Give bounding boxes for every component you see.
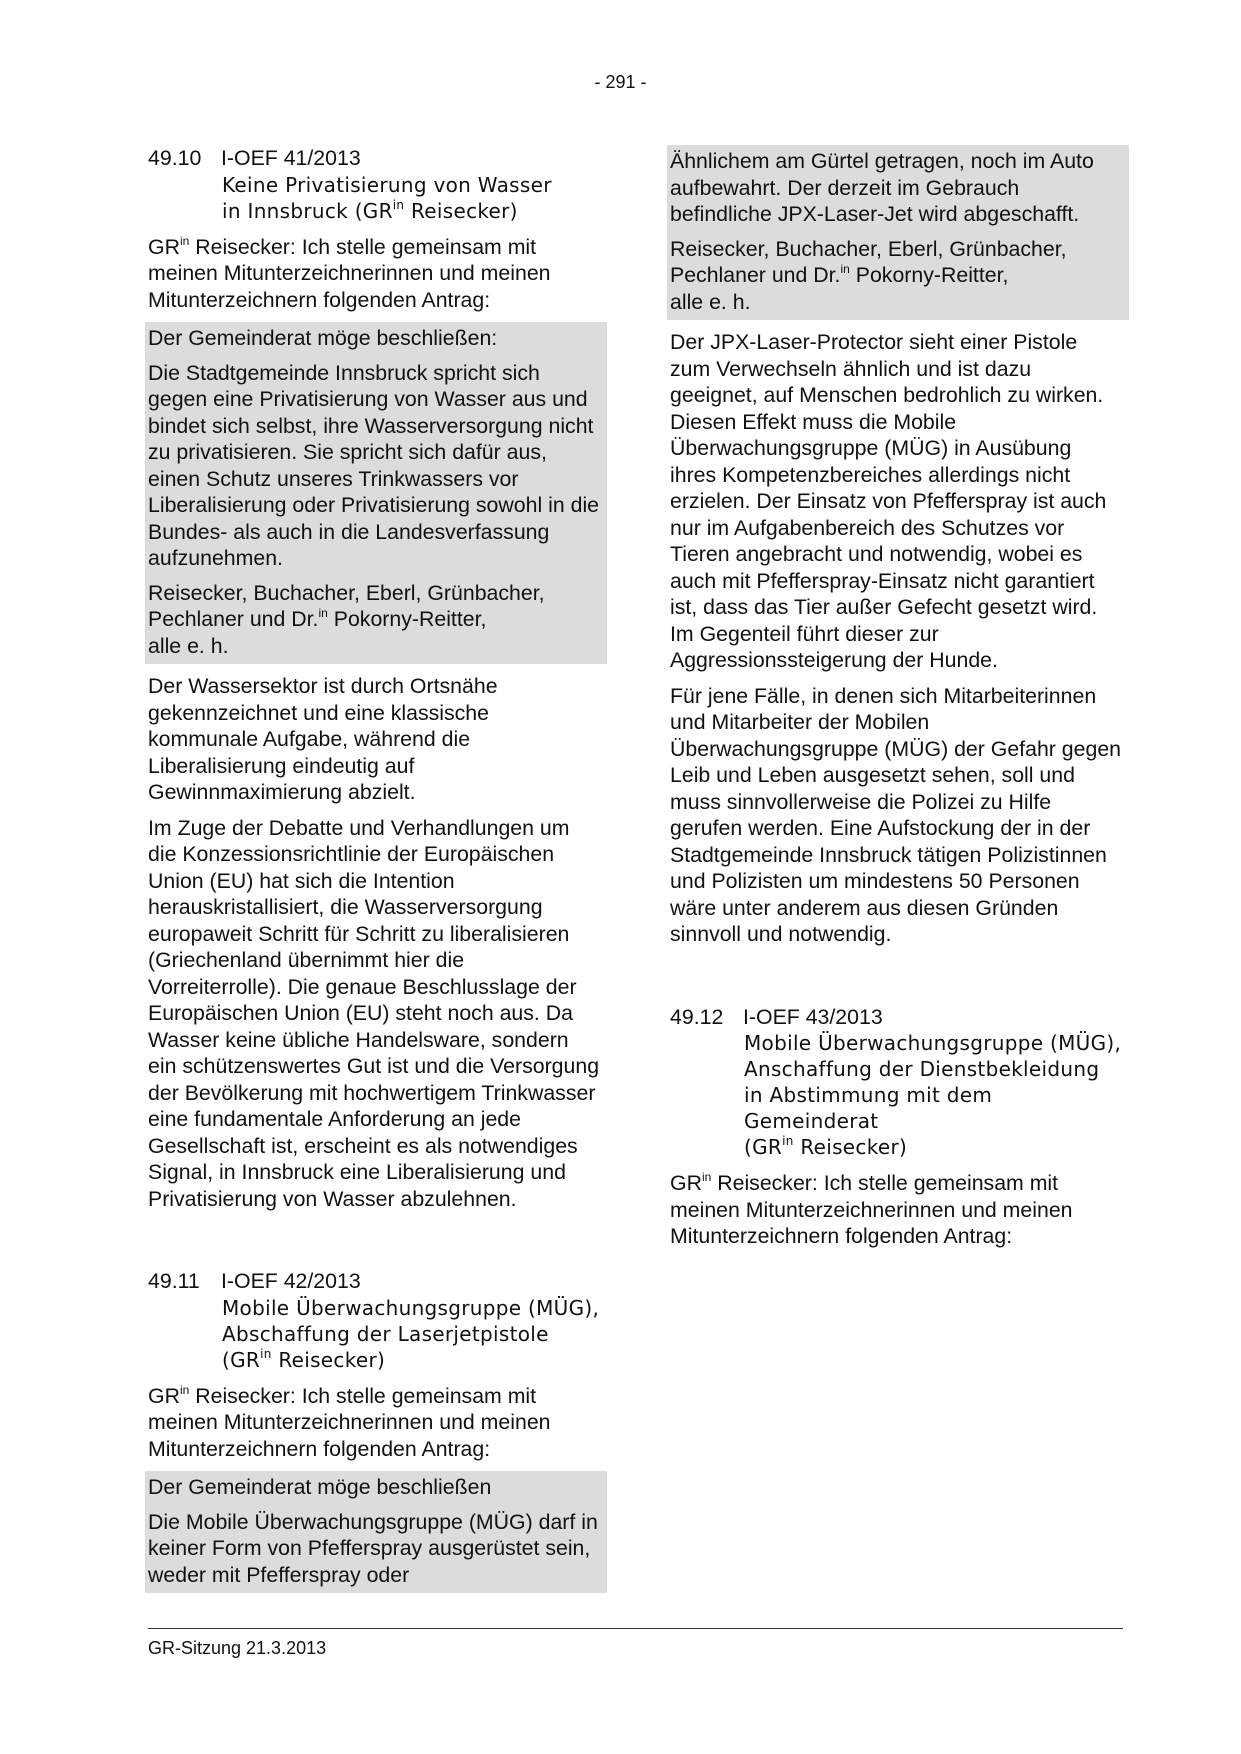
motion-intro: $GR^{in}$ Reisecker: Ich stelle gemeinsam mit meinen Mitunterzeichnerinnen und meinen Mitunterzeichnern folgenden Antrag: [670, 1170, 1073, 1248]
signers: Reisecker, Buchacher, Eberl, Grünbacher, Pechlaner und Dr.$^{in}$ Pokorny-Reitter, alle e. h. [148, 580, 545, 658]
section-heading [670, 1004, 1122, 1031]
section-heading [148, 145, 600, 172]
section-reference: I-OEF 41/2013 [221, 146, 361, 170]
motion-heading: Der Gemeinderat möge beschließen: [148, 326, 498, 350]
body-paragraph: Im Zuge der Debatte und Verhandlungen um die Konzessionsrichtlinie der Europäischen Union (EU) hat sich die Intention herauskristallisiert, die Wasserversorgung europaweit Schritt für Schritt zu liberalisieren (Griechenland übernimmt hier die Vorreiterrolle). Die genaue Beschlusslage der Europäischen Union (EU) steht noch aus. Da Wasser keine übliche Handelsware, sondern ein schützenswertes Gut ist und die Versorgung der Bevölkerung mit hochwertigem Trinkwasser eine fundamentale Anforderung an jede Gesellschaft ist, erscheint es als notwendiges Signal, in Innsbruck eine Liberalisierung und Privatisierung von Wasser abzulehnen. [148, 815, 600, 1211]
body-paragraph: Der Wassersektor ist durch Ortsnähe gekennzeichnet und eine klassische kommunale Aufgabe, während die Liberalisierung eindeutig auf Gewinnmaximierung abzielt. [148, 674, 498, 804]
section-reference: I-OEF 42/2013 [221, 1269, 361, 1293]
motion-box [145, 1471, 607, 1593]
motion-intro: $GR^{in}$ Reisecker: Ich stelle gemeinsam mit meinen Mitunterzeichnerinnen und meinen Mitunterzeichnern folgenden Antrag: [148, 233, 551, 312]
motion-box [667, 145, 1129, 320]
signers: Reisecker, Buchacher, Eberl, Grünbacher, Pechlaner und Dr.$^{in}$ Pokorny-Reitter, alle e. h. [670, 236, 1067, 314]
section-reference: I-OEF 43/2013 [743, 1004, 883, 1029]
section-subject: Mobile Überwachungsgruppe (MÜG), Anschaffung der Dienstbekleidung in Abstimmung mit dem Gemeinderat ($GR^{in}$ Reisecker) [744, 1031, 1122, 1159]
motion-text: Ähnlichem am Gürtel getragen, noch im Auto aufbewahrt. Der derzeit im Gebrauch befindliche JPX-Laser-Jet wird abgeschafft. [670, 149, 1094, 226]
motion-heading: Der Gemeinderat möge beschließen [148, 1475, 492, 1499]
section-subject: Keine Privatisierung von Wasser in Innsbruck ($GR^{in}$ Reisecker) [222, 172, 552, 223]
left-column [148, 145, 600, 1602]
body-paragraph: Für jene Fälle, in denen sich Mitarbeiterinnen und Mitarbeiter der Mobilen Überwachungsgruppe (MÜG) der Gefahr gegen Leib und Leben ausgesetzt sehen, soll und muss sinnvollerweise die Polizei zu Hilfe gerufen werden. Eine Aufstockung der in der Stadtgemeinde Innsbruck tätigen Polizistinnen und Polizisten um mindestens 50 Personen wäre unter anderem aus diesen Gründen sinnvoll und notwendig. [670, 683, 1122, 946]
body-paragraph: Der JPX-Laser-Protector sieht einer Pistole zum Verwechseln ähnlich und ist dazu geeignet, auf Menschen bedrohlich zu wirken. Diesen Effekt muss die Mobile Überwachungsgruppe (MÜG) in Ausübung ihres Kompetenzbereiches allerdings nicht erzielen. Der Einsatz von Pfefferspray ist auch nur im Aufgabenbereich des Schutzes vor Tieren angebracht und notwendig, wobei es auch mit Pfefferspray-Einsatz nicht garantiert ist, dass das Tier außer Gefecht gesetzt wird. Im Gegenteil führt dieser zur Aggressionssteigerung der Hunde. [670, 330, 1107, 672]
motion-box [145, 322, 607, 664]
section-number: 49.12 [670, 1004, 724, 1029]
footer: GR-Sitzung 21.3.2013 [148, 1638, 327, 1658]
motion-text: Die Mobile Überwachungsgruppe (MÜG) darf in keiner Form von Pfefferspray ausgerüstet sein, weder mit Pfefferspray oder [148, 1509, 598, 1587]
motion-text: Die Stadtgemeinde Innsbruck spricht sich gegen eine Privatisierung von Wasser aus und bindet sich selbst, ihre Wasserversorgung nicht zu privatisieren. Sie spricht sich dafür aus, einen Schutz unseres Trinkwassers vor Liberalisierung oder Privatisierung sowohl in die Bundes- als auch in die Landesverfassung aufzunehmen. [148, 360, 600, 570]
page-number: - 291 - [594, 72, 647, 92]
section-subject: Mobile Überwachungsgruppe (MÜG), Abschaffung der Laserjetpistole ($GR^{in}$ Reisecker) [222, 1295, 600, 1372]
section-number: 49.11 [148, 1269, 200, 1293]
section-number: 49.10 [148, 146, 202, 170]
motion-intro: $GR^{in}$ Reisecker: Ich stelle gemeinsam mit meinen Mitunterzeichnerinnen und meinen Mitunterzeichnern folgenden Antrag: [148, 1382, 551, 1461]
section-heading [148, 1268, 600, 1295]
footer-divider [148, 1628, 1123, 1629]
right-column [670, 145, 1122, 1259]
